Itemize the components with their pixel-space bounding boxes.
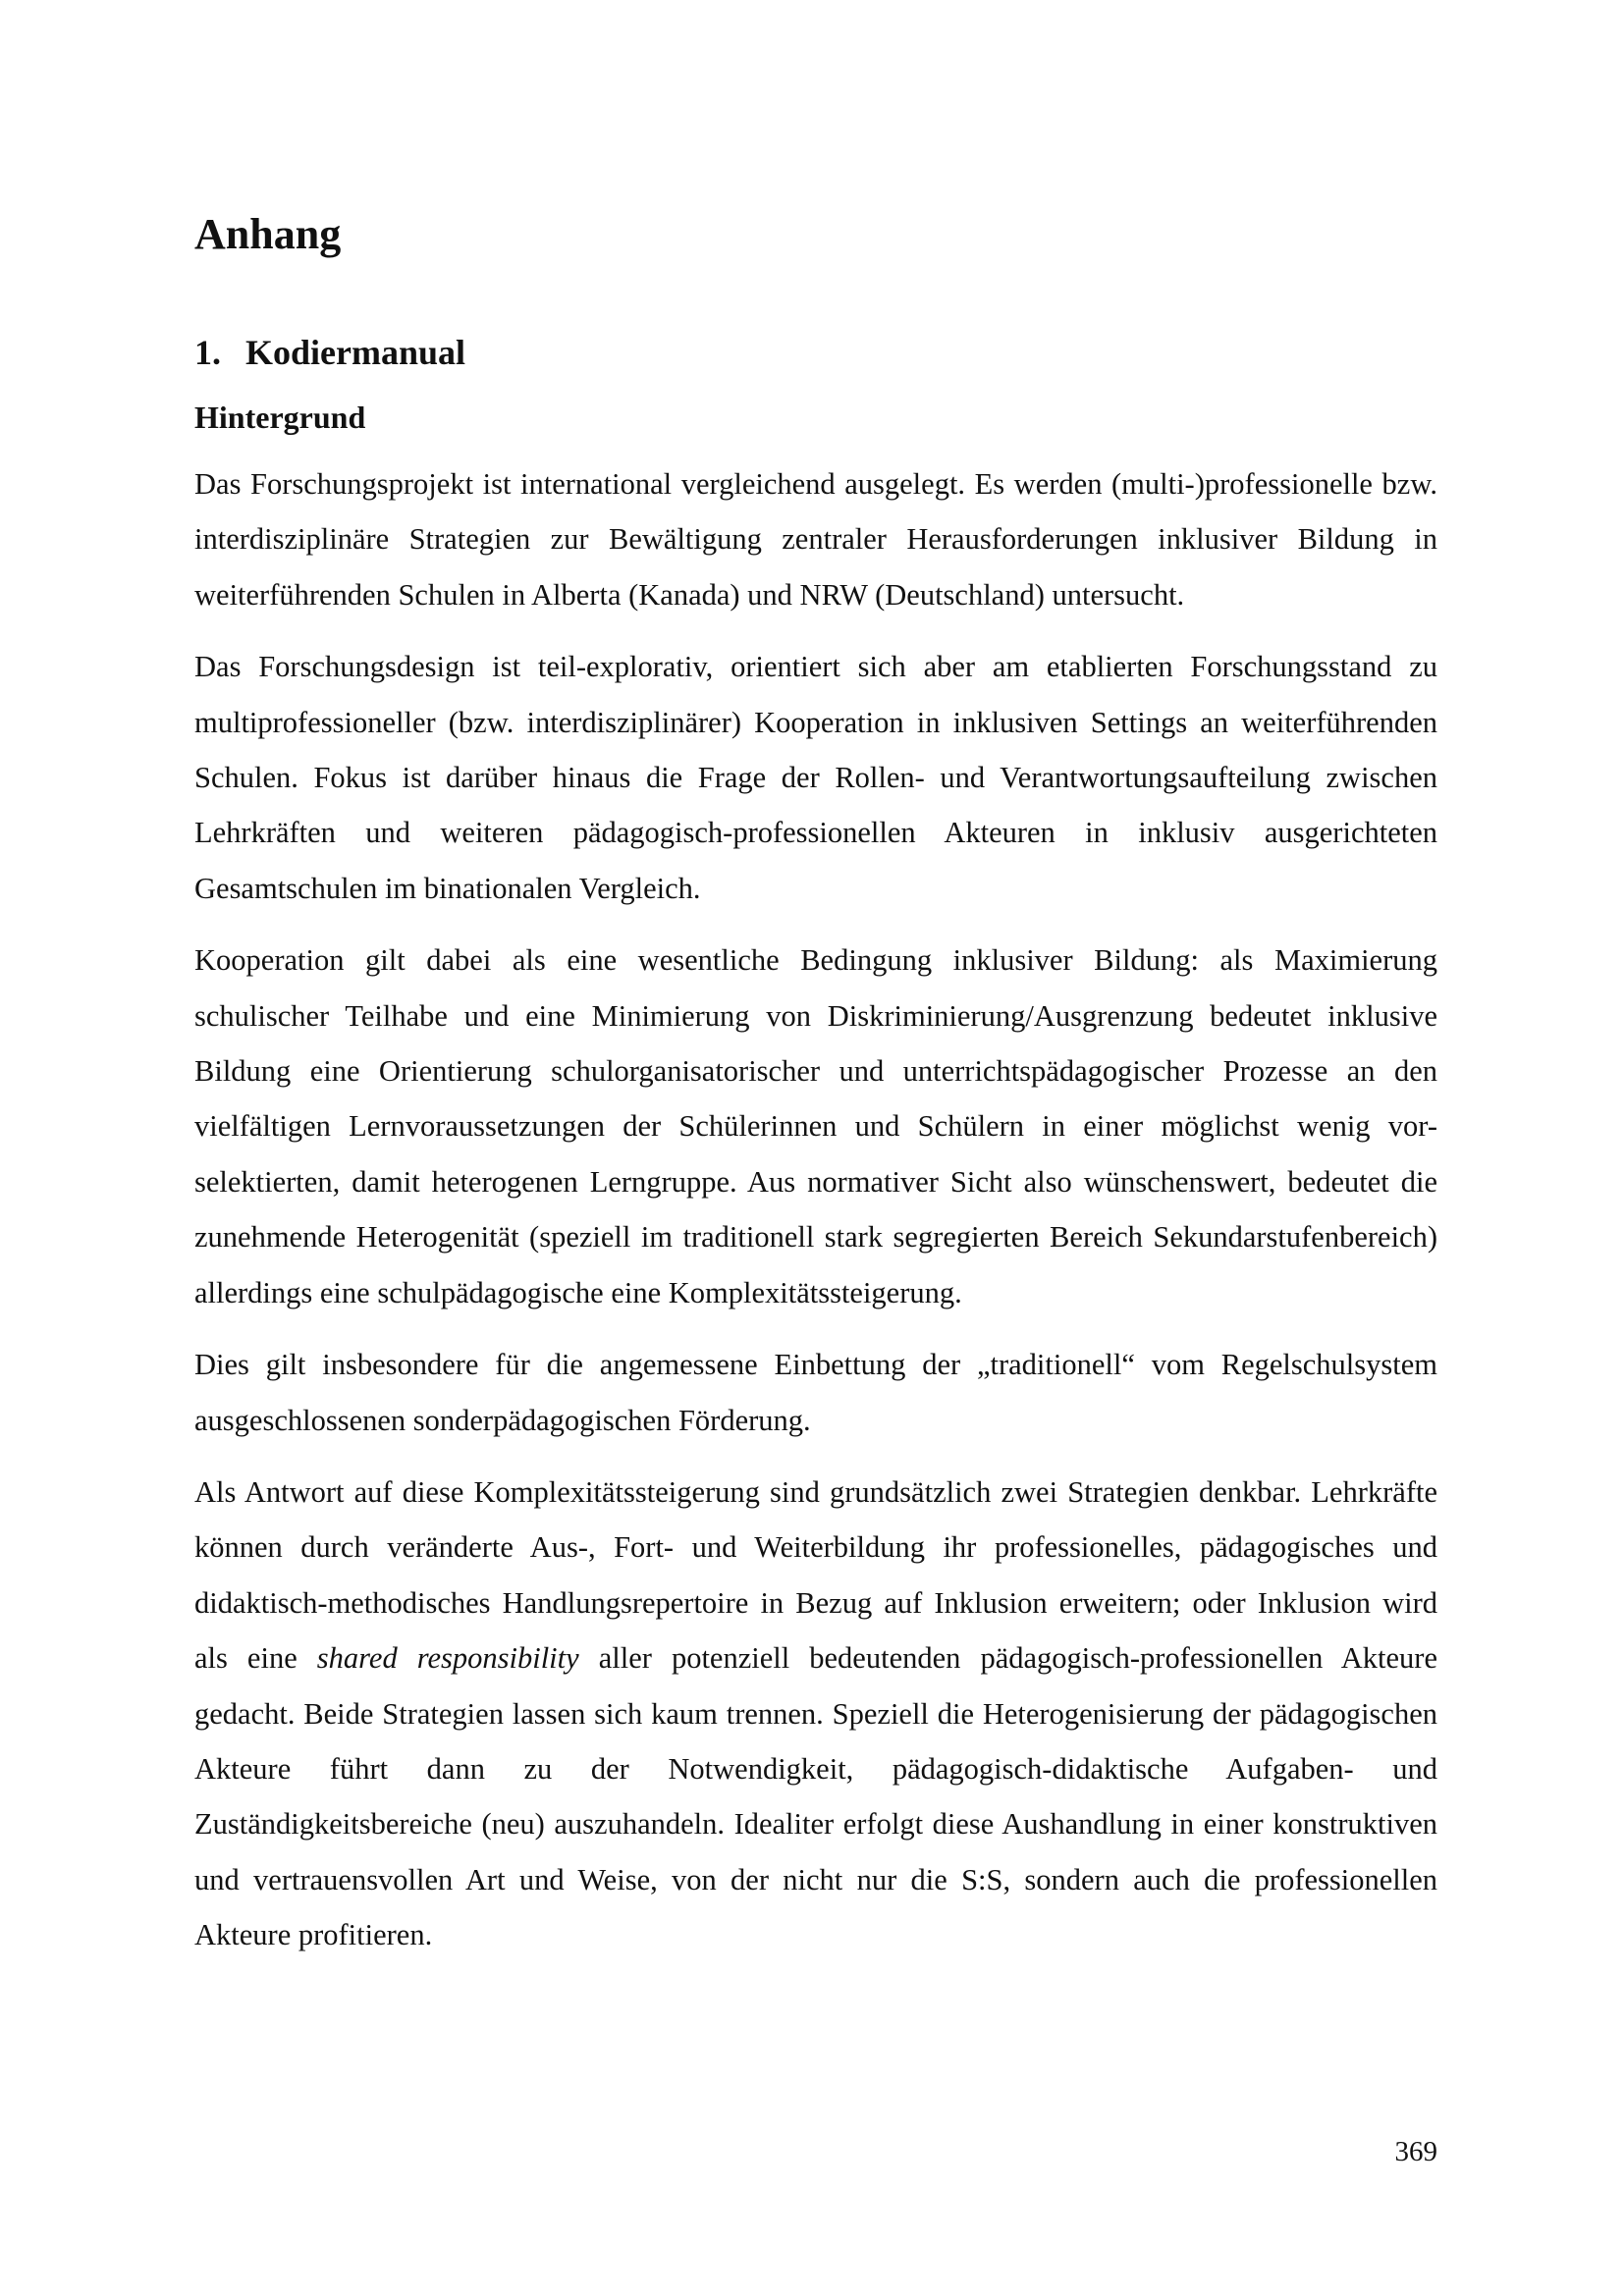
page-number: 369 <box>1394 2136 1437 2167</box>
section-number: 1. <box>194 333 221 372</box>
body-text <box>194 456 1437 1980</box>
paragraph-1: Das Forschungsprojekt ist international vergleichend ausgelegt. Es werden (multi-)professionelle bzw. interdisziplinäre Strategien zur Bewältigung zentraler Herausforderungen inklusiver Bildung in weiterführenden Schulen in Alberta (Kanada) und NRW (Deutschland) untersucht. <box>194 467 1437 612</box>
paragraph-3: Kooperation gilt dabei als eine wesentliche Bedingung inklusiver Bildung: als Maximierung schulischer Teilhabe und eine Minimierung von Diskriminierung/Ausgrenzung bedeutet inklusive Bildung eine Orientierung schulorganisatorischer und unterrichtspädagogischer Prozesse an den vielfältigen Lernvoraussetzungen der Schülerinnen und Schülern in einer möglichst wenig vor-selektierten, damit heterogenen Lerngruppe. Aus normativer Sicht also wünschenswert, bedeutet die zunehmende Heterogenität (speziell im traditionell stark segregierten Bereich Sekundarstufenbereich) allerdings eine schulpädagogische eine Komplexitätssteigerung. <box>194 943 1437 1309</box>
paragraph-5 <box>194 1465 1437 1963</box>
subsection-heading: Hintergrund <box>194 400 366 435</box>
paragraph-5-part-1: Als Antwort auf diese Komplexitätssteigerung sind grundsätzlich zwei Strategien denkbar. Lehrkräfte können durch veränderte Aus-, Fort- und Weiterbildung ihr professionelles, pädagogisches und didaktisch-methodisches Handlungsrepertoire in Bezug auf Inklusion erweitern; oder Inklusion wird als eine <box>194 1474 1437 1676</box>
document-page <box>194 0 1437 2296</box>
appendix-heading: Anhang <box>194 210 342 258</box>
emphasis-shared-responsibility: shared responsibility <box>316 1641 579 1676</box>
section-title: Kodiermanual <box>245 333 466 372</box>
paragraph-4: Dies gilt insbesondere für die angemessene Einbettung der „traditionell“ vom Regelschulsystem ausgeschlossenen sonderpädagogischen Förderung. <box>194 1348 1437 1437</box>
paragraph-2: Das Forschungsdesign ist teil-explorativ, orientiert sich aber am etablierten Forschungsstand zu multiprofessioneller (bzw. interdisziplinärer) Kooperation in inklusiven Settings an weiterführenden Schulen. Fokus ist darüber hinaus die Frage der Rollen- und Verantwortungsaufteilung zwischen Lehrkräften und weiteren pädagogisch-professionellen Akteuren in inklusiv ausgerichteten Gesamtschulen im binationalen Vergleich. <box>194 650 1437 905</box>
section-heading <box>194 332 465 374</box>
paragraph-5-part-2: aller potenziell bedeutenden pädagogisch-professionellen Akteure gedacht. Beide Strategien lassen sich kaum trennen. Speziell die Heterogenisierung der pädagogischen Akteure führt dann zu der Notwendigkeit, pädagogisch-didaktische Aufgaben- und Zuständigkeitsbereiche (neu) auszuhandeln. Idealiter erfolgt diese Aushandlung in einer konstruktiven und vertrauensvollen Art und Weise, von der nicht nur die S:S, sondern auch die professionellen Akteure profitieren. <box>194 1641 1437 1952</box>
